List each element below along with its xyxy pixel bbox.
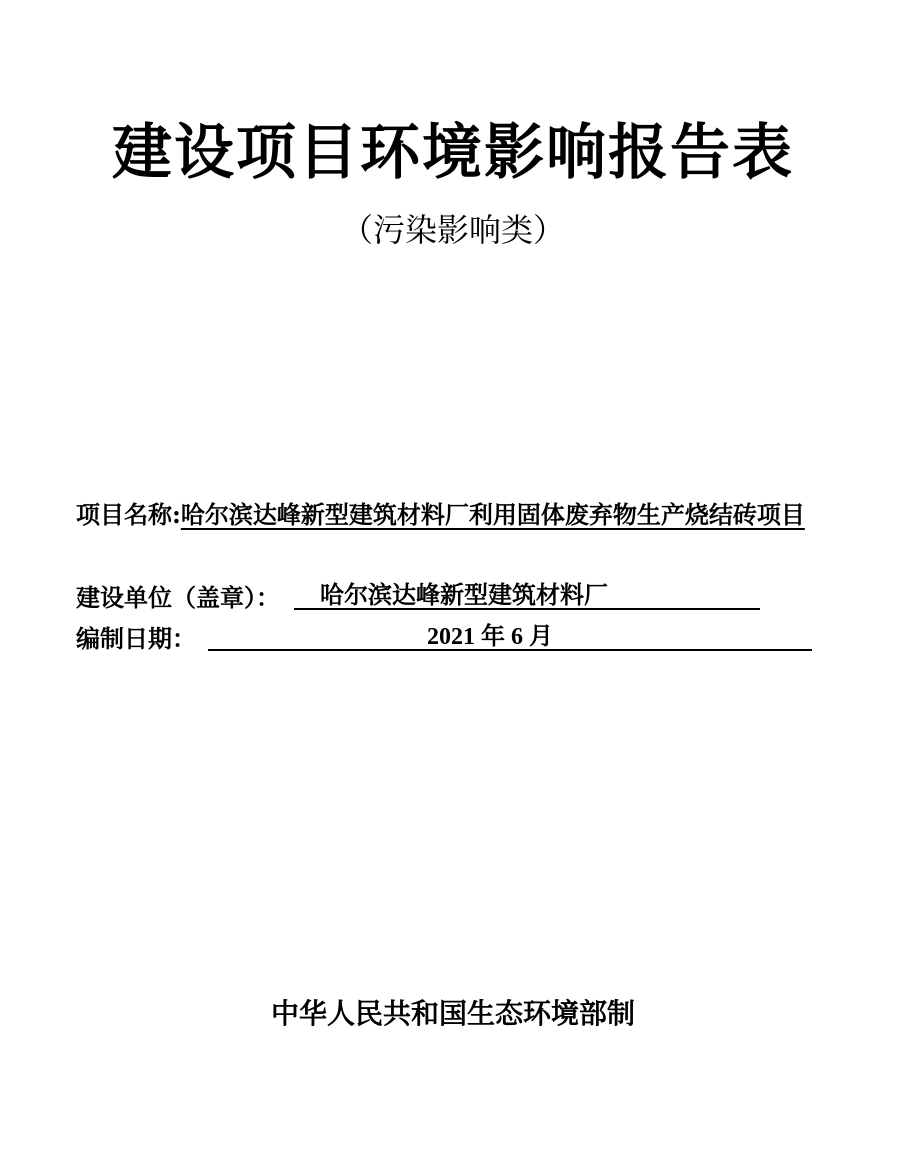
compile-date-field [208, 619, 812, 651]
project-name-label: 项目名称: [76, 500, 181, 529]
document-subtitle: （污染影响类） [340, 211, 565, 249]
project-name-row [76, 495, 816, 535]
construction-unit-label: 建设单位（盖章）： [76, 583, 280, 612]
compile-date-year: 2021 [427, 624, 475, 650]
compile-date-year-char: 年 [481, 621, 505, 650]
compile-date-label: 编制日期： [76, 624, 196, 653]
construction-unit-field [294, 578, 760, 610]
document-title: 建设项目环境影响报告表 [112, 118, 794, 188]
issuing-authority: 中华人民共和国生态环境部制 [270, 997, 635, 1030]
compile-date-month-char: 月 [529, 621, 553, 650]
project-name-value: 哈尔滨达峰新型建筑材料厂利用固体废弃物生产烧结砖项目 [180, 500, 805, 529]
construction-unit-value: 哈尔滨达峰新型建筑材料厂 [320, 580, 608, 609]
construction-unit-row [76, 578, 816, 618]
compile-date-month: 6 [511, 624, 523, 650]
compile-date-row [76, 619, 816, 659]
